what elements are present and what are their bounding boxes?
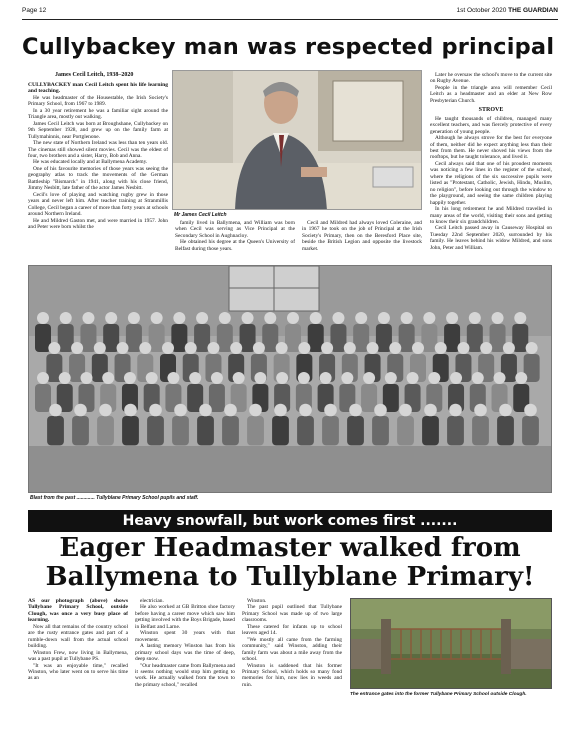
pupil-figure <box>272 404 289 446</box>
pupil-figure <box>472 404 489 446</box>
paragraph: "Our headmaster came from Ballymena and it seems nothing would stop him getting to work. He actually walked from the town to the primary school," recalled <box>135 662 235 688</box>
pupil-figure <box>149 312 165 352</box>
pupil-figure <box>397 404 414 446</box>
paragraph: He and Mildred Gaston met, and were married in 1957. John and Peter were born whilst the <box>28 217 168 230</box>
pupil-figure <box>262 312 278 352</box>
paragraph: Winston spent 30 years with that movement. <box>135 630 235 643</box>
paragraph: He obtained his degree at the Queen's University of Belfast during those years. <box>175 239 295 252</box>
pupil-figure <box>522 404 539 446</box>
pupil-figure <box>35 372 51 412</box>
pupil-figure <box>171 312 187 352</box>
paragraph: A lasting memory Winston has from his primary school days was the time of deep, deep snow. <box>135 643 235 663</box>
school-photo-caption: Blast from the past ............. Tullyblane Primary School pupils and staff. <box>30 495 199 501</box>
pupil-figure <box>308 312 324 352</box>
pupil-figure <box>80 312 96 352</box>
paragraph: Now all that remains of the country school are the rusty entrance gates and part of a rumble-down wall from the actual school building. <box>28 623 128 650</box>
pupil-figure <box>122 404 139 446</box>
paragraph: "We mostly all came from the farming community," said Winston, adding their family farm was about a mile away from the school. <box>242 636 342 663</box>
paragraph: People in the triangle area will remember Cecil Leitch as a headmaster and an elder at New Row Presbyterian Church. <box>430 84 552 104</box>
paragraph: family lived in Ballymena, and William was born when Cecil was serving as Vice Principal at the Secondary School in Aughnacloy. <box>175 220 295 239</box>
pupil-figure <box>247 404 264 446</box>
pupil-figure <box>444 312 460 352</box>
portrait-illustration <box>173 71 422 210</box>
entrance-gates-illustration <box>351 599 552 689</box>
entrance-gates-photo <box>350 598 552 689</box>
pupil-figure <box>330 312 346 352</box>
paragraph: Cecil's love of playing and watching rugby grew in those years and never left him. After teacher training at Stranmillis College, Cecil began a career of more than forty years at schools around Northern Ireland. <box>28 191 168 218</box>
paragraph: He taught thousands of children, managed many excellent teachers, and was fiercely protective of every generation of young people. <box>430 115 552 135</box>
pupil-figure <box>361 372 377 412</box>
pupil-figure <box>103 312 119 352</box>
pupil-figure <box>147 404 164 446</box>
pupil-figure <box>172 404 189 446</box>
pupil-figure <box>35 312 51 352</box>
pupil-figure <box>126 312 142 352</box>
paragraph: "It was an enjoyable time," recalled Winston, who later went on to serve his time as an <box>28 662 128 682</box>
portrait-caption: Mr James Cecil Leitch <box>174 212 227 218</box>
paragraph: The past pupil outlined that Tullybane Primary School was made up of two large classrooms. <box>242 604 342 624</box>
masthead <box>22 5 558 17</box>
pupil-figure <box>422 404 439 446</box>
pupil-figure <box>447 404 464 446</box>
pupil-figure <box>421 312 437 352</box>
pupil-figure <box>467 312 483 352</box>
paragraph: Cecil Leitch passed away in Causeway Hospital on Tuesday 22nd September 2020, surrounded by his family. He leaves behind his widow Mildred, and sons John, Peter and William. <box>430 225 552 251</box>
pupil-figure <box>217 312 233 352</box>
masthead-rule <box>22 19 558 20</box>
paragraph: He was headmaster of the Housestable, the Irish Society's Primary School, from 1967 to 1989. <box>28 94 168 108</box>
pupil-figure <box>297 404 314 446</box>
pupil-figure <box>322 404 339 446</box>
article1-column-3 <box>302 220 422 262</box>
paragraph: Cecil and Mildred had always loved Coleraine, and in 1967 he took on the job of Principal at the Irish Society's Primary, then on the Beresford Place site, beside the British Legion and opposite the livestock market. <box>302 220 422 252</box>
pupil-figure <box>197 404 214 446</box>
school-group-photo <box>28 265 552 493</box>
entrance-gates-caption: The entrance gates into the former Tullybane Primary School outside Clough. <box>350 692 527 697</box>
pupil-figure <box>497 404 514 446</box>
paragraph: electrician. <box>140 598 164 604</box>
article1-column-4 <box>430 72 552 262</box>
paragraph: These catered for infants up to school leavers aged 14. <box>242 623 342 637</box>
paragraph: One of his favourite memories of those years was seeing the geography atlas to track the movements of the German Battleship "Bismarck" in 1941, along with his close friend, Jimmy Nesbitt, late father of the actor James Nesbitt. <box>28 165 168 192</box>
school-group-illustration <box>29 266 552 493</box>
paragraph: Later he oversaw the school's move to the current site on Rugby Avenue. <box>430 72 552 85</box>
pupil-figure <box>240 312 256 352</box>
pupil-figure <box>97 404 114 446</box>
pupil-figure <box>222 404 239 446</box>
article2-kicker-banner: Heavy snowfall, but work comes first ....... <box>28 510 552 532</box>
pupil-figure <box>194 312 210 352</box>
paragraph: The new state of Northern Ireland was less than ten years old. The cinemas still showed silent movies. Cecil was the eldest of four, two brothers and a sister, Harry, Bob and Anna. <box>28 140 168 159</box>
article1-column-4-bottom <box>430 116 552 252</box>
pupil-figure <box>72 404 89 446</box>
article1-headline: Cullybackey man was respected principal <box>22 34 555 60</box>
paragraph: James Cecil Leitch was born at Broughshane, Cullybackey on 9th September 1928, and grew up on the family farm at Tullymahinnis, near Portglenone. <box>28 120 168 140</box>
paragraph: In a 30 year retirement he was a familiar sight around the Triangle area, mostly out walking. <box>28 107 168 121</box>
portrait-photo <box>172 70 422 210</box>
article2-column-2 <box>135 598 235 718</box>
issue-date: 1st October 2020 THE GUARDIAN <box>456 7 558 14</box>
paragraph: Winston. <box>247 598 267 604</box>
pupil-figure <box>209 372 225 412</box>
pupil-figure <box>490 312 506 352</box>
pupil-figure <box>58 312 74 352</box>
paragraph: CULLYBACKEY man Cecil Leitch spent his life learning and teaching. <box>28 82 168 95</box>
article1-subhead: STROVE <box>478 107 504 114</box>
paragraph: Although he always strove for the best for everyone of them, neither did he expect anything less than their best from them. He never shoved his views from the rooftops, but he taught tolerance, and lived it. <box>430 135 552 161</box>
paragraph: Winston Frew, now living in Ballymena, was a past pupil at Tullybane PS. <box>28 649 128 663</box>
article2-headline: Eager Headmaster walked from Ballymena to Tullyblane Primary! <box>45 533 535 592</box>
pupil-figure <box>347 404 364 446</box>
pupil-figure <box>285 312 301 352</box>
pupil-figure <box>512 312 528 352</box>
pupil-figure <box>47 404 64 446</box>
pupil-figure <box>353 312 369 352</box>
article1-column-2 <box>175 220 295 262</box>
article1-column-4-top <box>430 72 552 104</box>
paragraph: Cecil always said that one of his proudest moments was noticing a few lines in the register of the school, where the religions of the six successive pupils were listed as "Protestant, Catholic, Jewish, Hindu, Muslim, no religion", before looking out through the window to the playground, and seeing the same children playing happily together. <box>430 160 552 206</box>
article2-column-1 <box>28 598 128 718</box>
paragraph: Winston is saddened that his former Primary School, which holds so many fond memories for him, now lies in weeds and ruin. <box>242 662 342 688</box>
paragraph: AS our photograph (above) shows Tullybane Primary School, outside Clough, was once a very busy place of learning. <box>28 598 128 624</box>
paragraph: In his long retirement he and Mildred travelled in many areas of the world, visiting their sons and getting to know their six grandchildren. <box>430 206 552 225</box>
article1-column-1 <box>28 82 168 262</box>
article1-byline: James Cecil Leitch, 1938–2020 <box>55 72 134 78</box>
paragraph: He was educated locally and at Ballymena Academy. <box>33 159 148 166</box>
pupil-figure <box>376 312 392 352</box>
pupil-figure <box>399 312 415 352</box>
article2-column-3 <box>242 598 342 718</box>
page-number: Page 12 <box>22 7 47 14</box>
paragraph: He also worked at GB Britton shoe factory before having a career move which saw him getting involved with the Boys Brigade, based in Belfast and Larne. <box>135 604 235 630</box>
pupil-figure <box>372 404 389 446</box>
